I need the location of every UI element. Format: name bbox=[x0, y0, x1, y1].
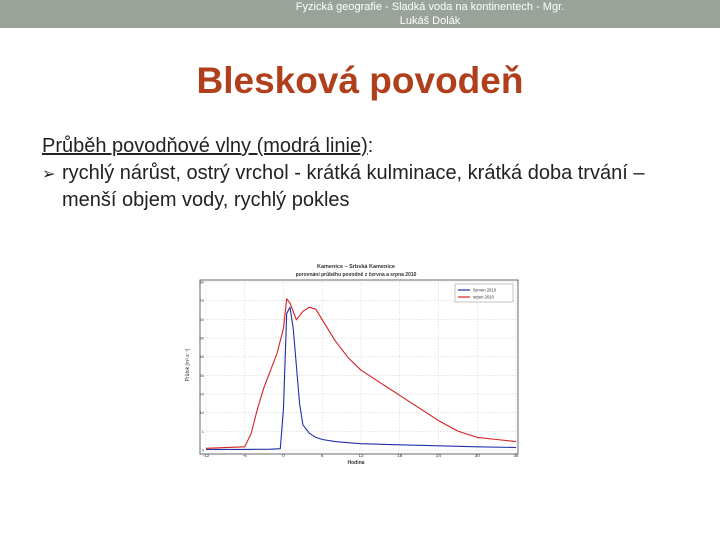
y-axis-label: Průtok [m³.s⁻¹] bbox=[185, 348, 191, 382]
x-tick-label: 12 bbox=[358, 453, 364, 458]
hydrograph-chart bbox=[185, 260, 522, 466]
chart-subtitle: porovnání průběhu povodně z června a srpna 2010 bbox=[295, 272, 417, 278]
chart-title: Kamenice – Srbská Kamenice bbox=[317, 264, 395, 270]
x-tick-label: 18 bbox=[397, 453, 403, 458]
x-tick-label: 30 bbox=[474, 453, 480, 458]
y-tick-label: 30 bbox=[199, 372, 204, 378]
slide-body bbox=[42, 133, 682, 214]
y-tick-label: 40 bbox=[199, 354, 204, 360]
y-tick-label: 60 bbox=[199, 316, 204, 322]
chart-frame bbox=[200, 280, 518, 454]
bullet-text: rychlý nárůst, ostrý vrchol - krátká kulminace, krátká doba trvání – menší objem vody, rychlý pokles bbox=[62, 162, 645, 211]
slide-header bbox=[270, 0, 590, 28]
header-line-2: Lukáš Dolák bbox=[399, 15, 461, 27]
intro-colon: : bbox=[367, 135, 374, 157]
legend-label: červen 2010 bbox=[473, 287, 497, 293]
y-tick-label: 70 bbox=[199, 298, 204, 304]
x-tick-label: -6 bbox=[242, 453, 247, 458]
legend-label: srpen 2010 bbox=[473, 294, 494, 300]
x-axis-label: Hodina bbox=[347, 460, 365, 466]
y-tick-label: 10 bbox=[199, 410, 204, 416]
y-tick-label: 20 bbox=[199, 391, 204, 397]
x-tick-label: 24 bbox=[435, 453, 442, 458]
x-tick-label: 36 bbox=[513, 453, 519, 458]
slide-title: Blesková povodeň bbox=[196, 60, 524, 101]
y-tick-label: 80 bbox=[199, 279, 204, 285]
intro-line bbox=[42, 133, 682, 160]
bullet-item bbox=[42, 160, 682, 214]
y-tick-label: 1 bbox=[201, 428, 204, 434]
x-tick-label: 6 bbox=[320, 453, 324, 458]
arrow-bullet-icon: ➢ bbox=[42, 166, 56, 183]
intro-text: Průběh povodňové vlny (modrá linie) bbox=[42, 135, 368, 157]
header-line-1: Fyzická geografie - Sladká voda na kontinentech - Mgr. bbox=[295, 1, 565, 13]
y-tick-label: 0 bbox=[201, 447, 204, 453]
x-tick-label: -12 bbox=[202, 453, 210, 458]
y-tick-label: 50 bbox=[199, 335, 204, 341]
chart-svg bbox=[185, 260, 522, 466]
x-tick-label: 0 bbox=[282, 453, 285, 458]
